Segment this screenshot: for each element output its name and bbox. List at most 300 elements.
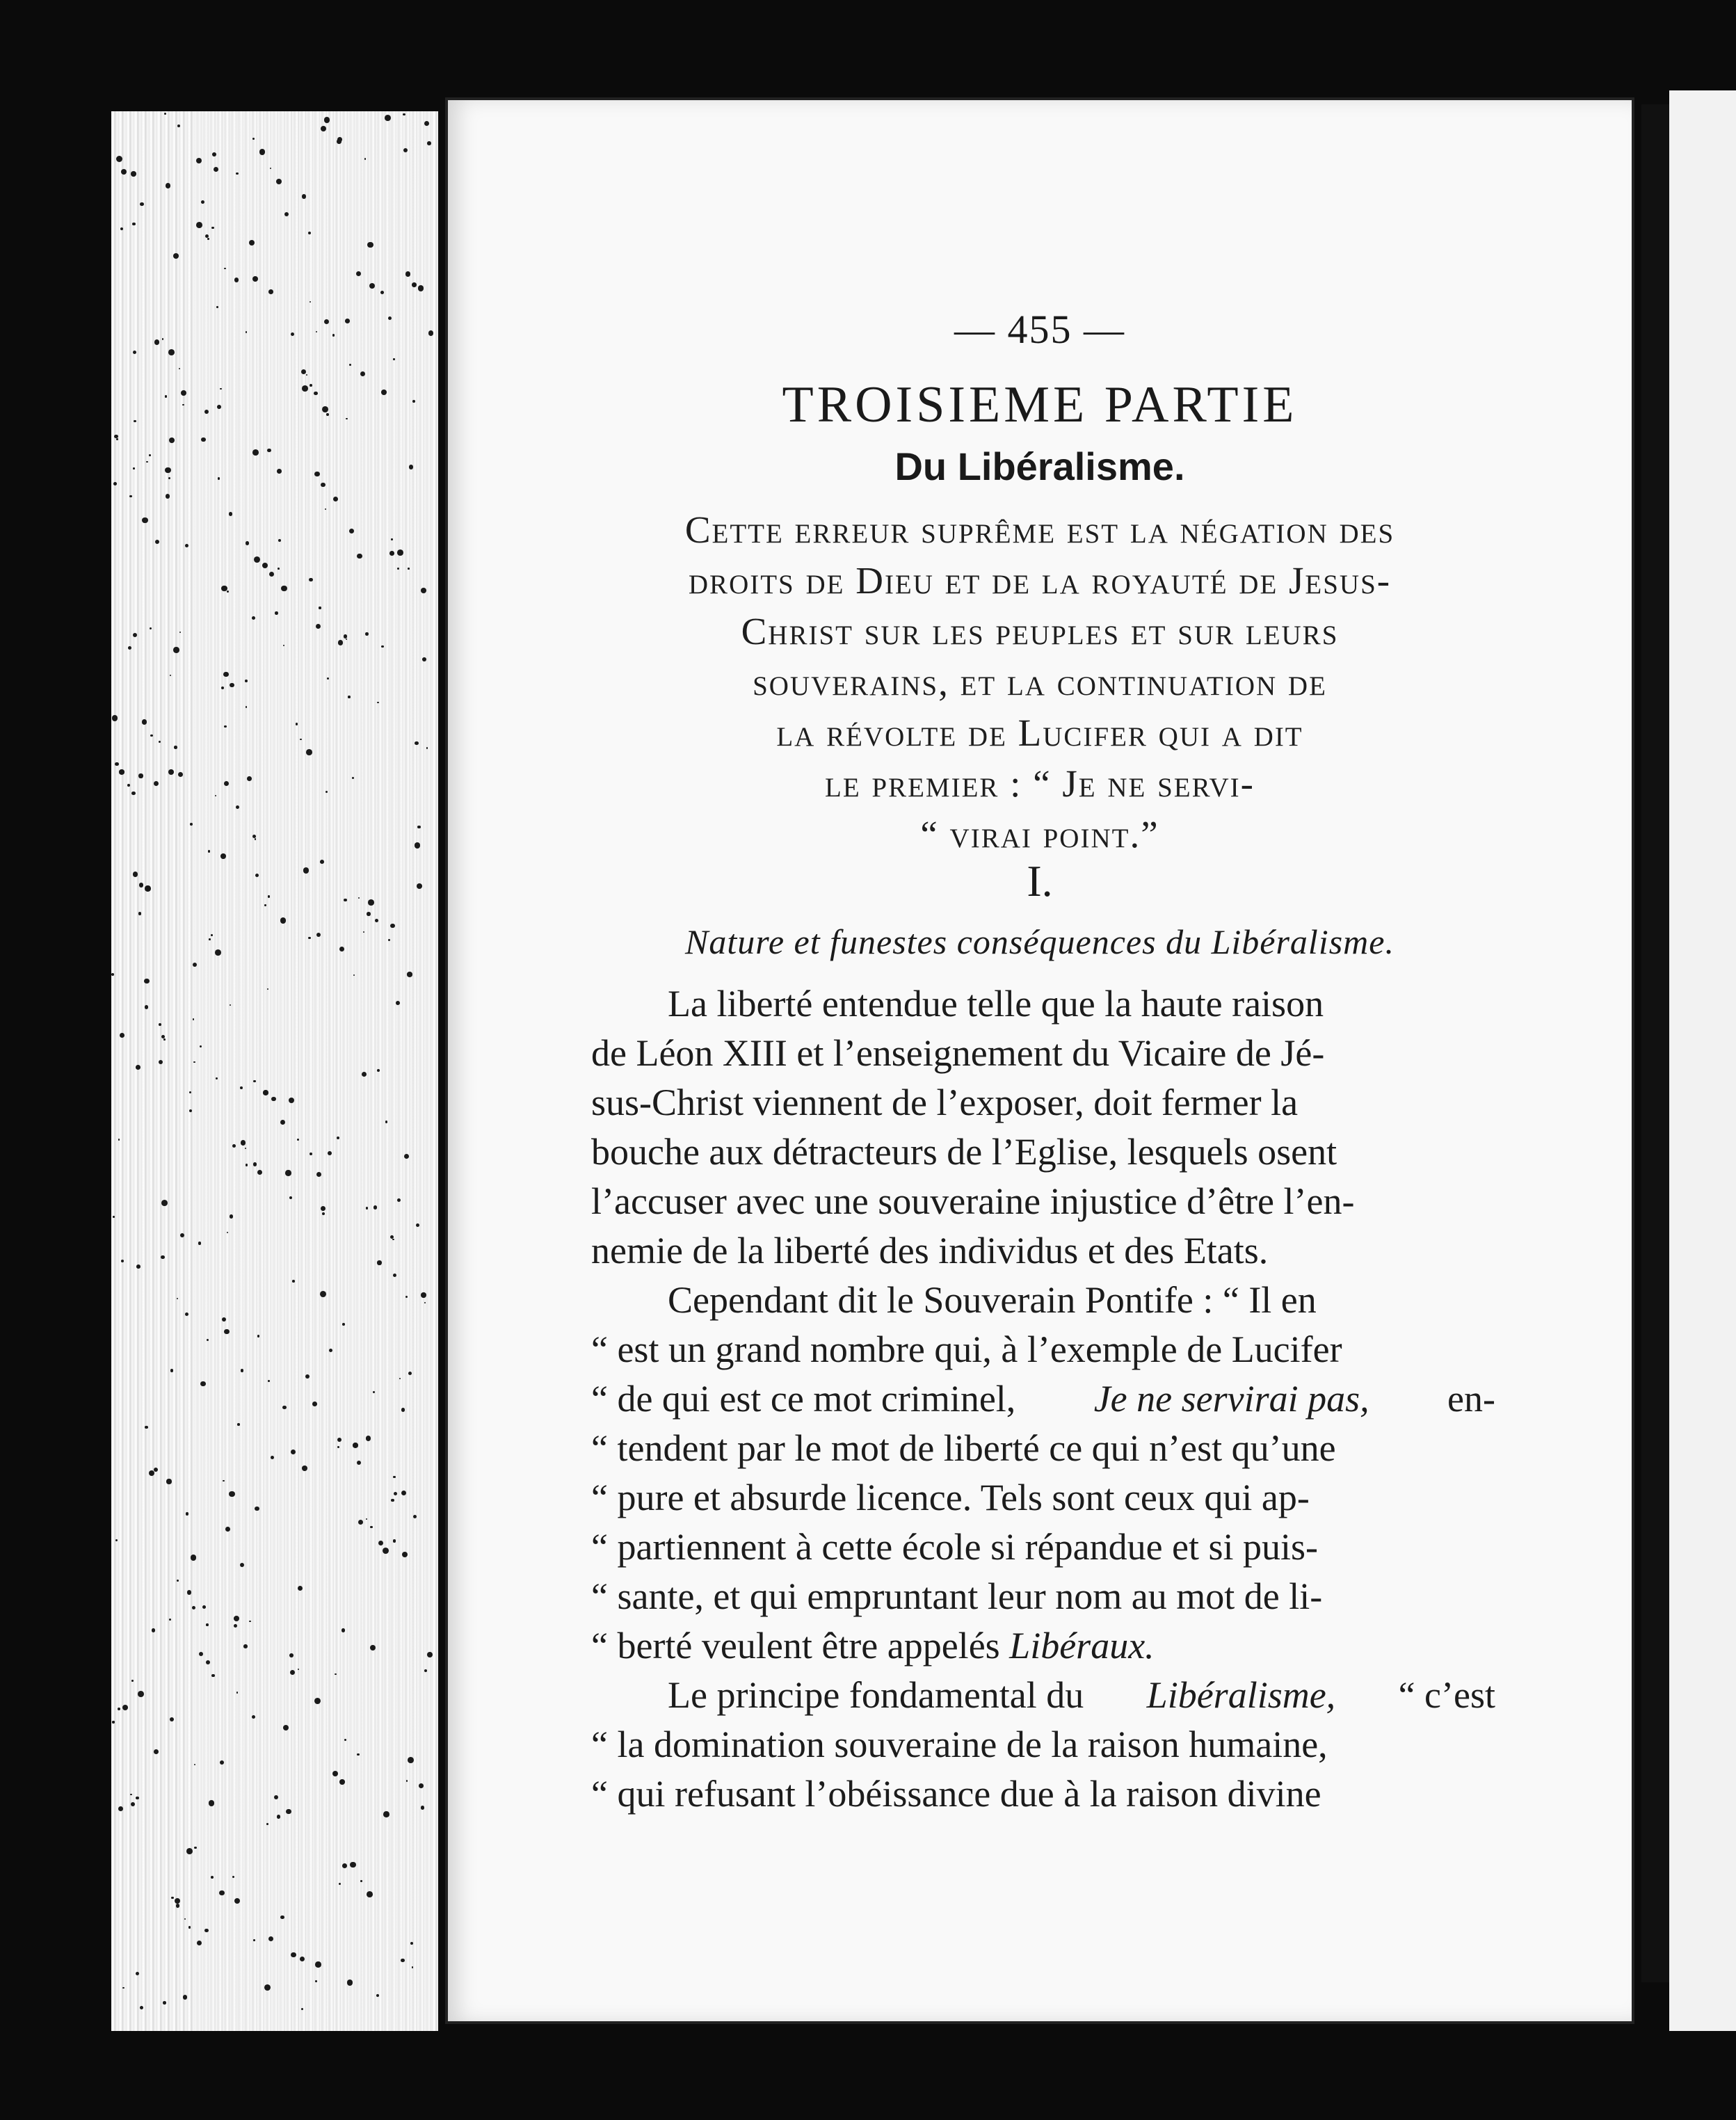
edge-speck <box>285 1170 291 1175</box>
edge-speck <box>300 1957 305 1961</box>
edge-speck <box>193 1061 195 1063</box>
edge-speck <box>149 454 151 456</box>
edge-speck <box>134 420 136 422</box>
summary-line: Christ sur les peuples et sur leurs <box>741 610 1339 652</box>
edge-speck <box>339 947 344 951</box>
edge-speck <box>322 406 328 412</box>
edge-speck <box>166 183 171 188</box>
edge-speck <box>381 390 387 395</box>
text-line: “ qui refusant l’obéissance due à la raison divine <box>591 1773 1321 1815</box>
section-summary <box>584 504 1495 860</box>
edge-speck <box>329 1349 332 1352</box>
edge-speck <box>179 368 181 370</box>
edge-speck <box>421 1292 426 1297</box>
edge-speck <box>227 1232 228 1233</box>
edge-speck <box>369 283 375 289</box>
edge-speck <box>224 268 226 270</box>
edge-speck <box>229 512 233 516</box>
edge-speck <box>229 1491 235 1497</box>
edge-speck <box>218 477 220 480</box>
edge-speck <box>133 351 136 354</box>
edge-speck <box>121 1260 124 1262</box>
edge-speck <box>145 1005 148 1009</box>
edge-speck <box>367 912 371 916</box>
edge-speck <box>168 769 174 775</box>
text-segment: “ de qui est ce mot criminel, <box>591 1378 1016 1420</box>
edge-speck <box>113 1216 115 1218</box>
edge-speck <box>245 1148 246 1149</box>
edge-speck <box>303 867 309 873</box>
text-line: “ pure et absurde licence. Tels sont ceux qui ap- <box>591 1477 1310 1518</box>
edge-speck <box>365 632 369 636</box>
edge-speck <box>144 979 149 983</box>
edge-speck <box>286 1809 291 1815</box>
edge-speck <box>377 702 378 703</box>
edge-speck <box>209 938 211 940</box>
edge-speck <box>381 645 383 648</box>
edge-speck <box>246 1164 248 1166</box>
edge-speck <box>427 1652 433 1657</box>
edge-speck <box>140 202 143 206</box>
edge-speck <box>173 647 179 652</box>
edge-speck <box>380 291 384 294</box>
edge-speck <box>240 1086 243 1089</box>
edge-speck <box>154 1749 159 1754</box>
edge-speck <box>415 741 418 745</box>
text-line <box>591 1671 1495 1720</box>
edge-speck <box>360 1880 362 1882</box>
edge-speck <box>302 385 308 392</box>
edge-speck <box>412 1966 413 1968</box>
edge-speck <box>121 169 127 175</box>
edge-speck <box>385 1121 387 1123</box>
edge-speck <box>314 392 318 396</box>
edge-speck <box>342 1863 347 1868</box>
edge-speck <box>131 1680 134 1682</box>
edge-speck <box>338 640 344 645</box>
edge-speck <box>159 1023 161 1026</box>
edge-speck <box>166 494 170 499</box>
edge-speck <box>111 973 114 976</box>
edge-speck <box>253 1162 257 1166</box>
text-line: “ la domination souveraine de la raison humaine, <box>591 1724 1328 1765</box>
edge-speck <box>357 1753 360 1756</box>
edge-speck <box>314 472 319 476</box>
edge-speck <box>179 632 181 633</box>
edge-speck <box>353 1443 357 1447</box>
edge-speck <box>328 1151 332 1155</box>
edge-speck <box>427 141 431 145</box>
edge-speck <box>211 1876 214 1879</box>
edge-speck <box>252 449 259 456</box>
edge-speck <box>131 1802 136 1807</box>
edge-speck <box>302 1465 307 1471</box>
edge-speck <box>245 680 248 682</box>
edge-speck <box>112 1721 114 1723</box>
edge-speck <box>183 1995 188 2000</box>
edge-speck <box>357 554 362 559</box>
edge-speck <box>280 917 286 923</box>
edge-speck <box>366 1207 368 1209</box>
edge-speck <box>249 240 255 246</box>
text-line: nemie de la liberté des individus et des Etats. <box>591 1230 1269 1271</box>
edge-speck <box>186 1848 193 1854</box>
edge-speck <box>289 1653 294 1657</box>
edge-speck <box>326 413 329 416</box>
edge-speck <box>280 1120 285 1125</box>
edge-speck <box>159 1060 163 1064</box>
edge-speck <box>373 1205 377 1209</box>
edge-speck <box>180 1233 184 1237</box>
edge-speck <box>164 113 166 115</box>
edge-speck <box>321 483 325 487</box>
edge-speck <box>246 331 247 332</box>
edge-speck <box>220 388 221 390</box>
edge-speck <box>139 883 143 887</box>
summary-line: le premier : “ Je ne servi- <box>825 762 1255 805</box>
edge-speck <box>178 772 183 777</box>
edge-speck <box>367 1891 373 1897</box>
edge-speck <box>177 125 180 127</box>
edge-speck <box>339 1779 345 1785</box>
edge-speck <box>243 1644 248 1648</box>
edge-speck <box>116 438 118 440</box>
edge-speck <box>315 1961 321 1968</box>
edge-speck <box>310 384 312 387</box>
edge-speck <box>216 1077 218 1079</box>
edge-speck <box>131 792 135 795</box>
edge-speck <box>170 1369 174 1372</box>
edge-speck <box>268 1380 270 1382</box>
page-number: — 455 — <box>954 307 1125 352</box>
chapter-title: Nature et funestes conséquences du Libéralisme. <box>685 922 1395 961</box>
edge-speck <box>234 278 239 282</box>
edge-speck <box>408 1757 414 1763</box>
edge-speck <box>346 418 348 420</box>
text-line: “ sante, et qui empruntant leur nom au mot de li- <box>591 1575 1323 1617</box>
edge-speck <box>169 437 175 443</box>
text-segment: Le principe fondamental du <box>668 1674 1084 1716</box>
edge-speck <box>368 899 374 906</box>
edge-speck <box>131 171 136 176</box>
edge-speck <box>114 435 118 438</box>
body-text <box>591 979 1495 1819</box>
summary-line: souverains, et la continuation de <box>753 661 1327 703</box>
edge-speck <box>337 1438 341 1442</box>
edge-speck <box>184 1918 186 1920</box>
text-line <box>591 1374 1495 1424</box>
text-line: Cependant dit le Souverain Pontife : “ Il en <box>668 1279 1317 1321</box>
edge-speck <box>146 461 148 463</box>
edge-speck <box>154 339 160 345</box>
edge-speck <box>201 437 206 442</box>
edge-speck <box>165 467 170 473</box>
edge-speck <box>132 223 135 225</box>
edge-speck <box>253 1080 256 1083</box>
edge-speck <box>349 529 354 533</box>
edge-speck <box>189 1109 192 1112</box>
edge-speck <box>277 469 282 474</box>
edge-speck <box>140 2006 143 2009</box>
edge-speck <box>170 1717 174 1721</box>
edge-speck <box>419 1783 424 1788</box>
text-line: l’accuser avec une souveraine injustice d’être l’en- <box>591 1180 1355 1222</box>
text-line: La liberté entendue telle que la haute raison <box>668 983 1324 1025</box>
italic-word: Libéralisme, <box>1146 1674 1336 1716</box>
edge-speck <box>348 696 351 698</box>
edge-speck <box>138 1691 144 1697</box>
edge-speck <box>418 285 424 291</box>
edge-speck <box>246 706 247 707</box>
edge-speck <box>112 715 118 721</box>
edge-speck <box>257 1335 260 1338</box>
edge-speck <box>133 467 135 469</box>
edge-speck <box>407 972 412 977</box>
edge-speck <box>344 634 347 638</box>
edge-speck <box>159 741 161 743</box>
edge-speck <box>263 1090 268 1095</box>
edge-speck <box>373 1391 375 1393</box>
edge-speck <box>161 1200 168 1206</box>
edge-speck <box>116 156 122 162</box>
edge-speck <box>118 1708 120 1710</box>
edge-speck <box>175 1898 180 1904</box>
edge-speck <box>187 1590 191 1594</box>
edge-speck <box>113 482 117 485</box>
edge-speck <box>422 657 426 661</box>
edge-speck <box>401 1959 405 1963</box>
edge-speck <box>377 1260 381 1264</box>
edge-speck <box>150 627 152 630</box>
edge-speck <box>364 158 366 159</box>
edge-speck <box>254 556 260 563</box>
edge-speck <box>291 1952 296 1958</box>
edge-speck <box>142 517 147 523</box>
edge-speck <box>312 1402 317 1406</box>
edge-speck <box>211 934 213 936</box>
edge-speck <box>215 949 221 956</box>
section-subtitle: Du Libéralisme. <box>894 444 1185 488</box>
edge-speck <box>237 1423 240 1426</box>
edge-speck <box>428 330 434 336</box>
edge-speck <box>154 781 159 787</box>
edge-speck <box>388 939 390 941</box>
edge-speck <box>177 1298 178 1299</box>
edge-speck <box>191 1555 197 1561</box>
edge-speck <box>396 1001 400 1005</box>
edge-speck <box>268 895 270 897</box>
edge-speck <box>309 578 313 582</box>
edge-speck <box>277 1815 280 1818</box>
edge-speck <box>315 1980 317 1982</box>
edge-speck <box>204 1929 208 1932</box>
edge-speck <box>163 2001 166 2005</box>
edge-speck <box>409 465 414 469</box>
edge-speck <box>145 1426 147 1429</box>
edge-speck <box>341 1628 345 1632</box>
text-line: de Léon XIII et l’enseignement du Vicaire de Jé- <box>591 1032 1325 1074</box>
edge-speck <box>185 544 188 547</box>
edge-speck <box>291 1450 296 1454</box>
edge-speck <box>149 1470 154 1476</box>
edge-speck <box>332 1771 338 1776</box>
edge-speck <box>136 1797 139 1800</box>
edge-speck <box>241 1369 243 1372</box>
edge-speck <box>393 358 394 360</box>
edge-speck <box>393 1476 396 1479</box>
edge-speck <box>122 1705 129 1711</box>
edge-speck <box>236 805 239 809</box>
edge-speck <box>142 719 147 724</box>
edge-speck <box>209 1800 215 1806</box>
edge-speck <box>189 1091 191 1093</box>
summary-line: “ virai point.” <box>920 813 1159 856</box>
edge-speck <box>133 633 137 637</box>
edge-speck <box>207 238 209 240</box>
edge-speck <box>223 672 228 677</box>
edge-speck <box>216 306 218 308</box>
edge-speck <box>319 607 321 609</box>
edge-speck <box>357 1461 361 1465</box>
text-segment: “ berté veulent être appelés <box>591 1625 1000 1667</box>
edge-speck <box>347 1980 353 1986</box>
edge-speck <box>390 924 394 928</box>
text-line <box>591 1621 1495 1671</box>
edge-speck <box>220 853 226 859</box>
edge-speck <box>389 551 394 556</box>
edge-speck <box>290 1670 295 1675</box>
edge-speck <box>207 1339 209 1341</box>
edge-speck <box>186 1512 188 1515</box>
edge-speck <box>316 1172 321 1177</box>
edge-speck <box>412 400 415 403</box>
edge-speck <box>136 1065 140 1070</box>
edge-speck <box>282 1406 286 1409</box>
edge-speck <box>154 1468 158 1472</box>
edge-speck <box>391 538 393 540</box>
edge-speck <box>227 591 229 593</box>
text-segment: “ c’est <box>1398 1674 1495 1716</box>
edge-speck <box>255 874 259 877</box>
edge-speck <box>236 1692 239 1694</box>
edge-speck <box>335 1673 337 1676</box>
edge-speck <box>118 1139 120 1141</box>
edge-speck <box>169 1619 171 1621</box>
edge-speck <box>219 1890 224 1895</box>
edge-speck <box>266 1823 268 1825</box>
edge-speck <box>383 1811 389 1817</box>
edge-speck <box>152 1628 155 1632</box>
edge-speck <box>162 338 164 340</box>
edge-speck <box>271 1097 276 1102</box>
edge-speck <box>130 1794 132 1796</box>
book-page <box>445 97 1634 2024</box>
edge-speck <box>417 883 422 889</box>
edge-speck <box>412 282 417 287</box>
text-line: “ tendent par le mot de liberté ce qui n’est qu’une <box>591 1427 1336 1469</box>
edge-speck <box>138 773 143 778</box>
edge-speck <box>166 1479 171 1484</box>
edge-speck <box>165 395 168 398</box>
italic-quote: Je ne servirai pas, <box>1093 1378 1369 1420</box>
edge-speck <box>138 912 142 915</box>
edge-speck <box>252 276 258 282</box>
edge-speck <box>345 319 350 323</box>
edge-speck <box>181 390 186 396</box>
edge-speck <box>271 1456 274 1459</box>
edge-speck <box>232 1876 234 1878</box>
edge-speck <box>417 826 421 829</box>
edge-speck <box>385 115 391 121</box>
edge-speck <box>320 1291 326 1297</box>
edge-speck <box>230 683 234 687</box>
section-title: TROISIEME PARTIE <box>782 376 1298 433</box>
edge-speck <box>298 1669 299 1670</box>
edge-speck <box>222 1317 226 1322</box>
edge-speck <box>173 253 179 259</box>
summary-line: droits de Dieu et de la royauté de Jesus- <box>688 559 1392 602</box>
edge-speck <box>128 646 131 650</box>
edge-speck <box>208 850 211 853</box>
edge-speck <box>119 769 124 774</box>
edge-speck <box>115 762 119 766</box>
edge-speck <box>174 746 177 748</box>
edge-speck <box>168 349 175 355</box>
edge-speck <box>264 904 266 906</box>
edge-speck <box>136 1972 139 1975</box>
edge-speck <box>150 734 153 737</box>
edge-speck <box>415 842 420 848</box>
edge-speck <box>190 823 193 826</box>
edge-speck <box>230 1214 233 1218</box>
summary-line: la révolte de Lucifer qui a dit <box>776 712 1303 754</box>
edge-speck <box>292 1280 295 1283</box>
edge-speck <box>257 1170 262 1175</box>
edge-speck <box>163 1038 166 1041</box>
summary-line: Cette erreur suprême est la négation des <box>684 508 1395 551</box>
edge-speck <box>275 611 278 615</box>
page-edge-inner <box>195 111 431 2031</box>
edge-speck <box>300 739 302 741</box>
edge-speck <box>421 588 426 593</box>
edge-speck <box>122 1987 124 1989</box>
edge-speck <box>308 937 311 940</box>
edge-speck <box>171 1897 174 1900</box>
edge-speck <box>405 271 410 276</box>
edge-speck <box>182 404 184 405</box>
edge-speck <box>421 1806 424 1809</box>
edge-speck <box>316 624 321 629</box>
edge-speck <box>192 1606 195 1609</box>
edge-speck <box>268 289 273 294</box>
edge-speck <box>206 1623 209 1626</box>
edge-speck <box>408 568 410 570</box>
edge-speck <box>170 675 171 676</box>
text-line: sus-Christ viennent de l’exposer, doit fermer la <box>591 1082 1299 1123</box>
text-line: “ est un grand nombre qui, à l’exemple de Lucifer <box>591 1328 1342 1370</box>
edge-speck <box>136 1264 140 1269</box>
edge-speck <box>188 1926 191 1929</box>
edge-speck <box>234 1624 237 1628</box>
edge-speck <box>247 776 252 781</box>
text-segment: en- <box>1447 1378 1495 1420</box>
edge-speck <box>168 477 170 479</box>
edge-speck <box>262 563 268 568</box>
edge-speck <box>161 1255 164 1259</box>
edge-speck <box>145 885 150 891</box>
edge-speck <box>129 495 131 497</box>
edge-speck <box>217 405 221 409</box>
